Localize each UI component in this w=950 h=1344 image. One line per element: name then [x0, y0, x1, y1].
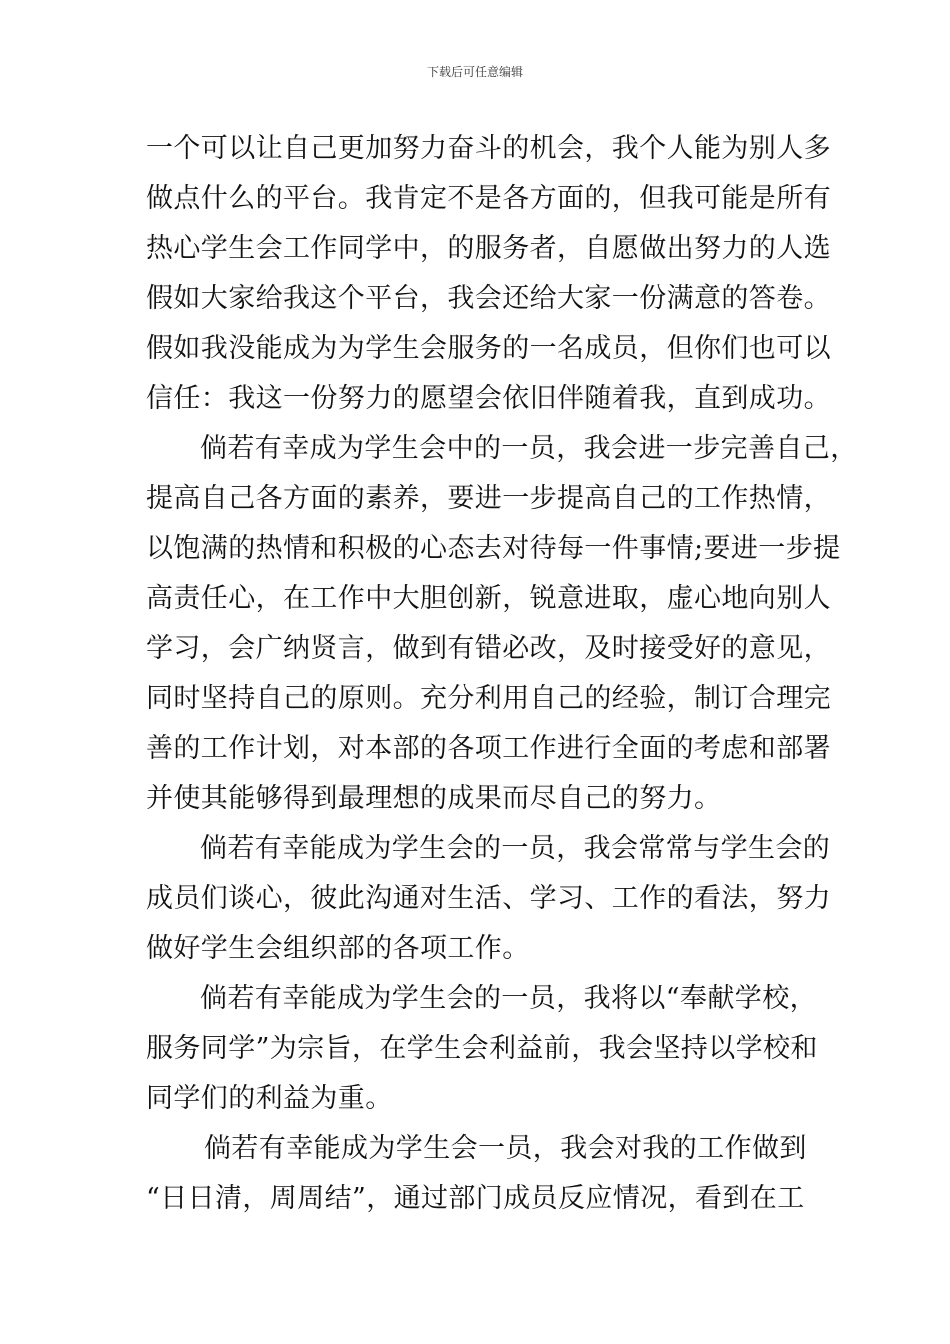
text-line: 做好学生会组织部的各项工作。 — [146, 933, 530, 964]
text-line: 高责任心，在工作中大胆创新，锐意进取，虚心地向别人 — [146, 583, 831, 614]
text-line: 同时坚持自己的原则。充分利用自己的经验，制订合理完 — [146, 683, 831, 714]
text-line: 以饱满的热情和积极的心态去对待每一件事情;要进一步提 — [146, 533, 841, 564]
paragraph-first-line: 倘若有幸能成为学生会的一员，我将以“奉献学校， — [200, 983, 818, 1014]
text-line: 学习，会广纳贤言，做到有错必改，及时接受好的意见， — [146, 633, 831, 664]
text-line: 信任：我这一份努力的愿望会依旧伴随着我，直到成功。 — [146, 383, 831, 414]
text-line: 假如大家给我这个平台，我会还给大家一份满意的答卷。 — [146, 283, 831, 314]
paragraph-first-line: 倘若有幸能成为学生会的一员，我会常常与学生会的 — [200, 833, 831, 864]
text-line: 做点什么的平台。我肯定不是各方面的，但我可能是所有 — [146, 183, 831, 214]
paragraph-first-line: 倘若有幸成为学生会中的一员，我会进一步完善自己， — [200, 433, 858, 464]
text-line: 热心学生会工作同学中，的服务者，自愿做出努力的人选 — [146, 233, 831, 264]
text-line: 成员们谈心，彼此沟通对生活、学习、工作的看法，努力 — [146, 883, 831, 914]
text-line: 善的工作计划，对本部的各项工作进行全面的考虑和部署 — [146, 733, 831, 764]
text-line: 同学们的利益为重。 — [146, 1083, 393, 1114]
page-header: 下载后可任意编辑 — [426, 65, 523, 79]
text-line: 提高自己各方面的素养，要进一步提高自己的工作热情， — [146, 483, 831, 514]
text-line: 假如我没能成为为学生会服务的一名成员，但你们也可以 — [146, 333, 831, 364]
text-line: 服务同学”为宗旨，在学生会利益前，我会坚持以学校和 — [146, 1033, 818, 1064]
text-line: 并使其能够得到最理想的成果而尽自己的努力。 — [146, 783, 722, 814]
text-line: “日日清，周周结”，通过部门成员反应情况，看到在工 — [146, 1183, 805, 1214]
paragraph-first-line: 倘若有幸能成为学生会一员，我会对我的工作做到 — [204, 1133, 807, 1164]
text-line: 一个可以让自己更加努力奋斗的机会，我个人能为别人多 — [146, 133, 831, 164]
